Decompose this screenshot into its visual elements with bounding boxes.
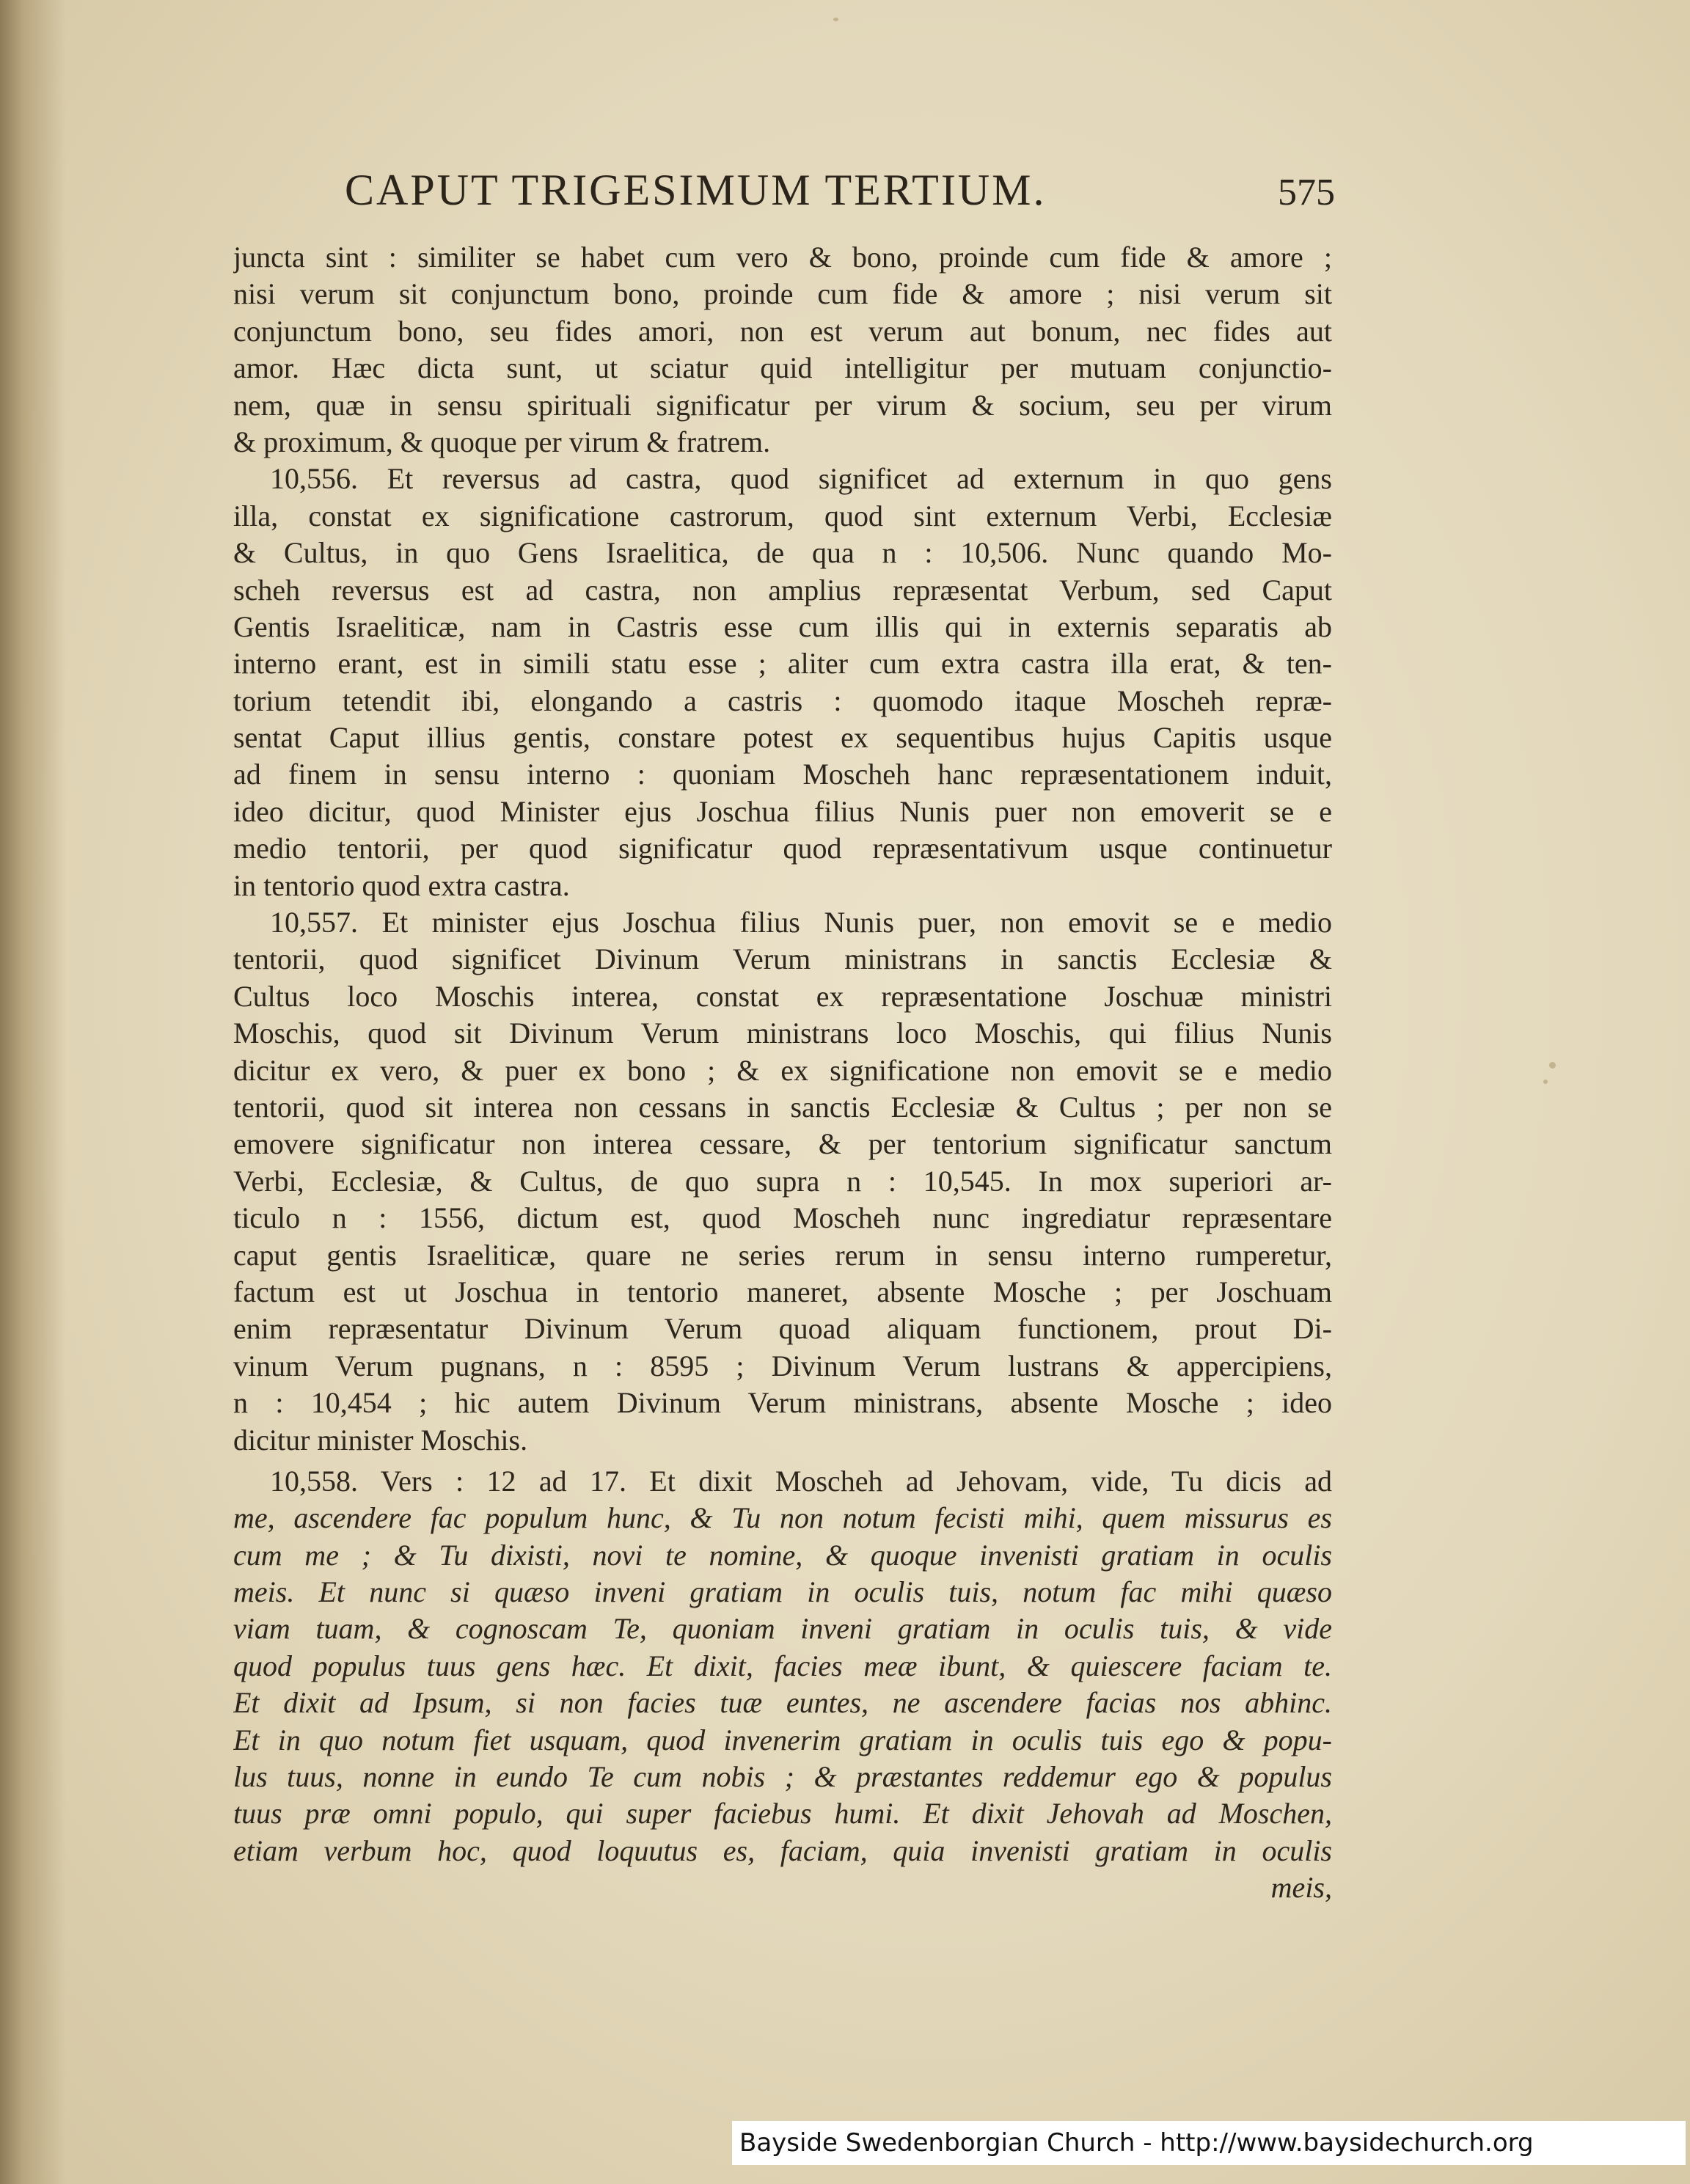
text-line: nisi verum sit conjunctum bono, proinde cum fide & amore ; nisi verum sit xyxy=(233,277,1332,311)
text-line: juncta sint : similiter se habet cum vero & bono, proinde cum fide & amore ; xyxy=(233,241,1332,274)
text-line: ticulo n : 1556, dictum est, quod Moscheh nunc ingrediatur repræsentare xyxy=(233,1201,1332,1235)
page-number: 575 xyxy=(1278,172,1335,213)
scripture-line: Et dixit ad Ipsum, si non facies tuæ euntes, ne ascendere facias nos abhinc. xyxy=(233,1686,1332,1720)
page-header xyxy=(345,165,1335,224)
text-line: vinum Verum pugnans, n : 8595 ; Divinum Verum lustrans & appercipiens, xyxy=(233,1349,1332,1382)
text-line: tentorii, quod sit interea non cessans in sanctis Ecclesiæ & Cultus ; per non se xyxy=(233,1090,1332,1124)
scripture-line: tuus præ omni populo, qui super faciebus humi. Et dixit Jehovah ad Moschen, xyxy=(233,1797,1332,1831)
running-head: CAPUT TRIGESIMUM TERTIUM. xyxy=(345,166,1047,214)
text-line: ad finem in sensu interno : quoniam Moscheh hanc repræsentationem induit, xyxy=(233,758,1332,791)
text-line: illa, constat ex significatione castrorum, quod sint externum Verbi, Ecclesiæ xyxy=(233,499,1332,532)
foxing-spot xyxy=(833,18,838,21)
paragraph-start-10557: 10,557. Et minister ejus Joschua filius Nunis puer, non emovit se e medio xyxy=(270,906,1332,939)
paragraph-start-10558: 10,558. Vers : 12 ad 17. Et dixit Moscheh ad Jehovam, vide, Tu dicis ad xyxy=(270,1464,1332,1498)
scripture-line: etiam verbum hoc, quod loquutus es, faciam, quia invenisti gratiam in oculis xyxy=(233,1833,1332,1867)
text-line: conjunctum bono, seu fides amori, non est verum aut bonum, nec fides aut xyxy=(233,314,1332,348)
foxing-spot xyxy=(1549,1062,1556,1069)
text-line: ideo dicitur, quod Minister ejus Joschua filius Nunis puer non emoverit se e xyxy=(233,794,1332,828)
body-text xyxy=(233,239,1332,1907)
text-line: & Cultus, in quo Gens Israelitica, de qua n : 10,506. Nunc quando Mo- xyxy=(233,536,1332,570)
text-line: & proximum, & quoque per virum & fratrem. xyxy=(233,425,771,458)
text-line: enim repræsentatur Divinum Verum quoad aliquam functionem, prout Di- xyxy=(233,1312,1332,1346)
text-line: sentat Caput illius gentis, constare potest ex sequentibus hujus Capitis usque xyxy=(233,721,1332,755)
scripture-line: quod populus tuus gens hæc. Et dixit, facies meæ ibunt, & quiescere faciam te. xyxy=(233,1649,1332,1682)
scripture-line: me, ascendere fac populum hunc, & Tu non notum fecisti mihi, quem missurus es xyxy=(233,1501,1332,1535)
text-line: tentorii, quod significet Divinum Verum ministrans in sanctis Ecclesiæ & xyxy=(233,942,1332,976)
scripture-line: cum me ; & Tu dixisti, novi te nomine, & quoque invenisti gratiam in oculis xyxy=(233,1538,1332,1572)
text-line: Cultus loco Moschis interea, constat ex repræsentatione Joschuæ ministri xyxy=(233,979,1332,1013)
text-line: interno erant, est in simili statu esse ; aliter cum extra castra illa erat, & ten- xyxy=(233,647,1332,681)
scripture-line: lus tuus, nonne in eundo Te cum nobis ; & præstantes reddemur ego & populus xyxy=(233,1760,1332,1794)
text-line: torium tetendit ibi, elongando a castris : quomodo itaque Moscheh repræ- xyxy=(233,684,1332,717)
text-line: emovere significatur non interea cessare, & per tentorium significatur sanctum xyxy=(233,1127,1332,1161)
paragraph-start-10556: 10,556. Et reversus ad castra, quod significet ad externum in quo gens xyxy=(270,462,1332,496)
scripture-line: meis. Et nunc si quæso inveni gratiam in oculis tuis, notum fac mihi quæso xyxy=(233,1575,1332,1609)
watermark-banner: Bayside Swedenborgian Church - http://www.baysidechurch.org xyxy=(732,2121,1686,2165)
text-line: Moschis, quod sit Divinum Verum ministrans loco Moschis, qui filius Nunis xyxy=(233,1016,1332,1050)
gutter-shadow xyxy=(0,0,66,2184)
scripture-line: viam tuam, & cognoscam Te, quoniam inveni gratiam in oculis tuis, & vide xyxy=(233,1612,1332,1646)
text-line: Verbi, Ecclesiæ, & Cultus, de quo supra n : 10,545. In mox superiori ar- xyxy=(233,1164,1332,1198)
text-line: dicitur ex vero, & puer ex bono ; & ex significatione non emovit se e medio xyxy=(233,1053,1332,1087)
text-line: in tentorio quod extra castra. xyxy=(233,868,570,902)
foxing-spot xyxy=(1543,1080,1548,1084)
text-line: scheh reversus est ad castra, non amplius repræsentat Verbum, sed Caput xyxy=(233,573,1332,607)
text-line: amor. Hæc dicta sunt, ut sciatur quid intelligitur per mutuam conjunctio- xyxy=(233,351,1332,385)
text-line: dicitur minister Moschis. xyxy=(233,1423,528,1456)
scripture-line: Et in quo notum fiet usquam, quod invenerim gratiam in oculis tuis ego & popu- xyxy=(233,1723,1332,1756)
text-line: nem, quæ in sensu spirituali significatur per virum & socium, seu per virum xyxy=(233,388,1332,422)
text-line: medio tentorii, per quod significatur quod repræsentativum usque continuetur xyxy=(233,832,1332,865)
catchword: meis, xyxy=(1270,1871,1332,1905)
text-line: n : 10,454 ; hic autem Divinum Verum ministrans, absente Mosche ; ideo xyxy=(233,1386,1332,1420)
text-line: caput gentis Israeliticæ, quare ne series rerum in sensu interno rumperetur, xyxy=(233,1238,1332,1272)
text-line: Gentis Israeliticæ, nam in Castris esse cum illis qui in externis separatis ab xyxy=(233,609,1332,643)
text-line: factum est ut Joschua in tentorio maneret, absente Mosche ; per Joschuam xyxy=(233,1275,1332,1308)
